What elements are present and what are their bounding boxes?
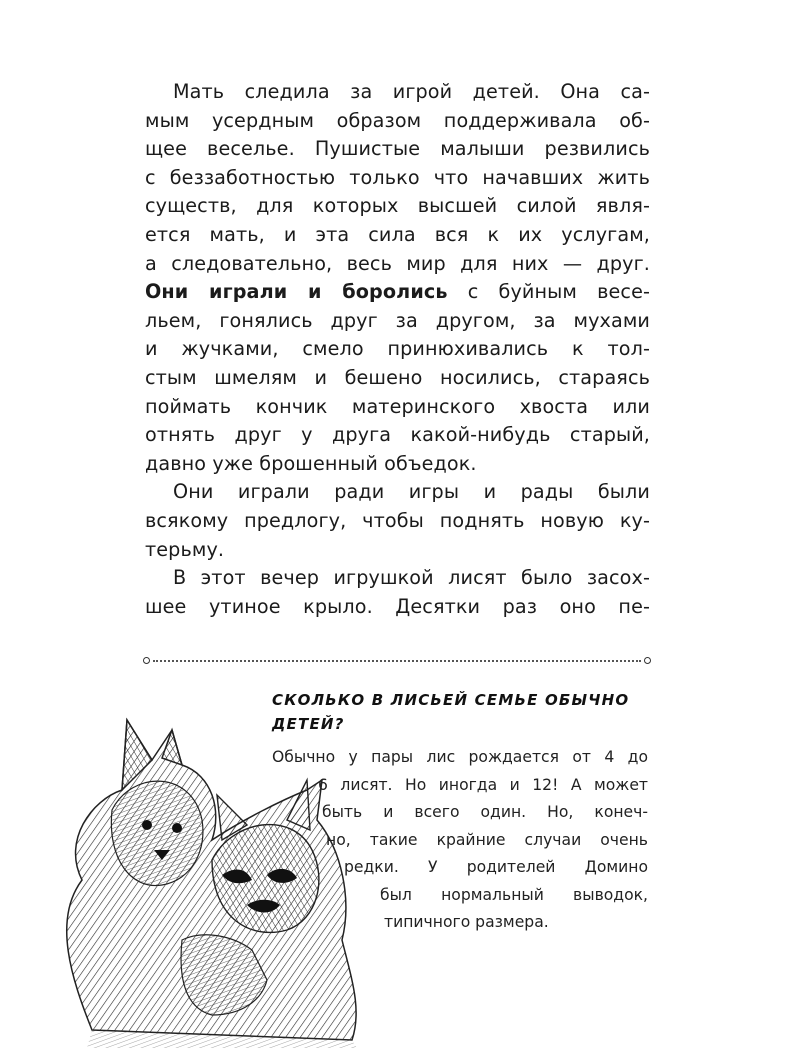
main-text-block [145,78,650,621]
text-fragment: с буйным весе- [467,280,651,304]
divider-end-circle [143,657,150,664]
text-line: В этот вечер игрушкой лисят было засох- [173,566,650,590]
bold-phrase: Они играли и боролись [145,280,448,304]
text-line: существ, для которых высшей силой явля- [145,194,650,218]
sidebar-heading-line: СКОЛЬКО В ЛИСЬЕЙ СЕМЬЕ ОБЫЧНО [272,691,630,709]
sidebar-text-line: Обычно у пары лис рождается от 4 до [272,748,648,766]
text-line: всякому предлогу, чтобы поднять новую ку- [145,508,650,532]
text-line: мым усердным образом поддерживала об- [145,108,650,132]
text-line: отнять друг у друга какой-нибудь старый, [145,423,650,447]
text-line: стым шмелям и бешено носились, стараясь [145,365,650,389]
text-line: Они играли ради игры и рады были [173,480,650,504]
text-line: с беззаботностью только что начавших жить [145,165,650,189]
text-line: а следовательно, весь мир для них — друг. [145,251,650,275]
sidebar-heading [272,688,652,736]
sidebar-text-line: но, такие крайние случаи очень [326,830,648,849]
sidebar-text-line: типичного размера. [384,913,549,931]
divider-end-circle [644,657,651,664]
text-line: Мать следила за игрой детей. Она са- [173,80,650,103]
sidebar-heading-line: ДЕТЕЙ? [272,715,345,733]
divider-dots [153,660,641,662]
text-line-with-bold [145,278,650,307]
text-line: ется мать, и эта сила вся к их услугам, [145,222,650,246]
sidebar-text-line: был нормальный выводок, [380,885,648,904]
sidebar-text-line: быть и всего один. Но, конеч- [322,803,648,821]
text-line: щее веселье. Пушистые малыши резвились [145,137,650,161]
text-line: давно уже брошенный объедок. [145,451,477,475]
dotted-divider [147,660,647,662]
text-line: и жучками, смело принюхивались к тол- [145,337,650,361]
text-line: поймать кончик материнского хвоста или [145,394,650,418]
text-line: льем, гонялись друг за другом, за мухами [145,308,650,332]
sidebar-text-line: 6 лисят. Но иногда и 12! А может [318,775,648,794]
text-line: шее утиное крыло. Десятки раз оно пе- [145,594,650,618]
sidebar-text-line: редки. У родителей Домино [344,858,648,876]
text-line: терьму. [145,537,225,561]
